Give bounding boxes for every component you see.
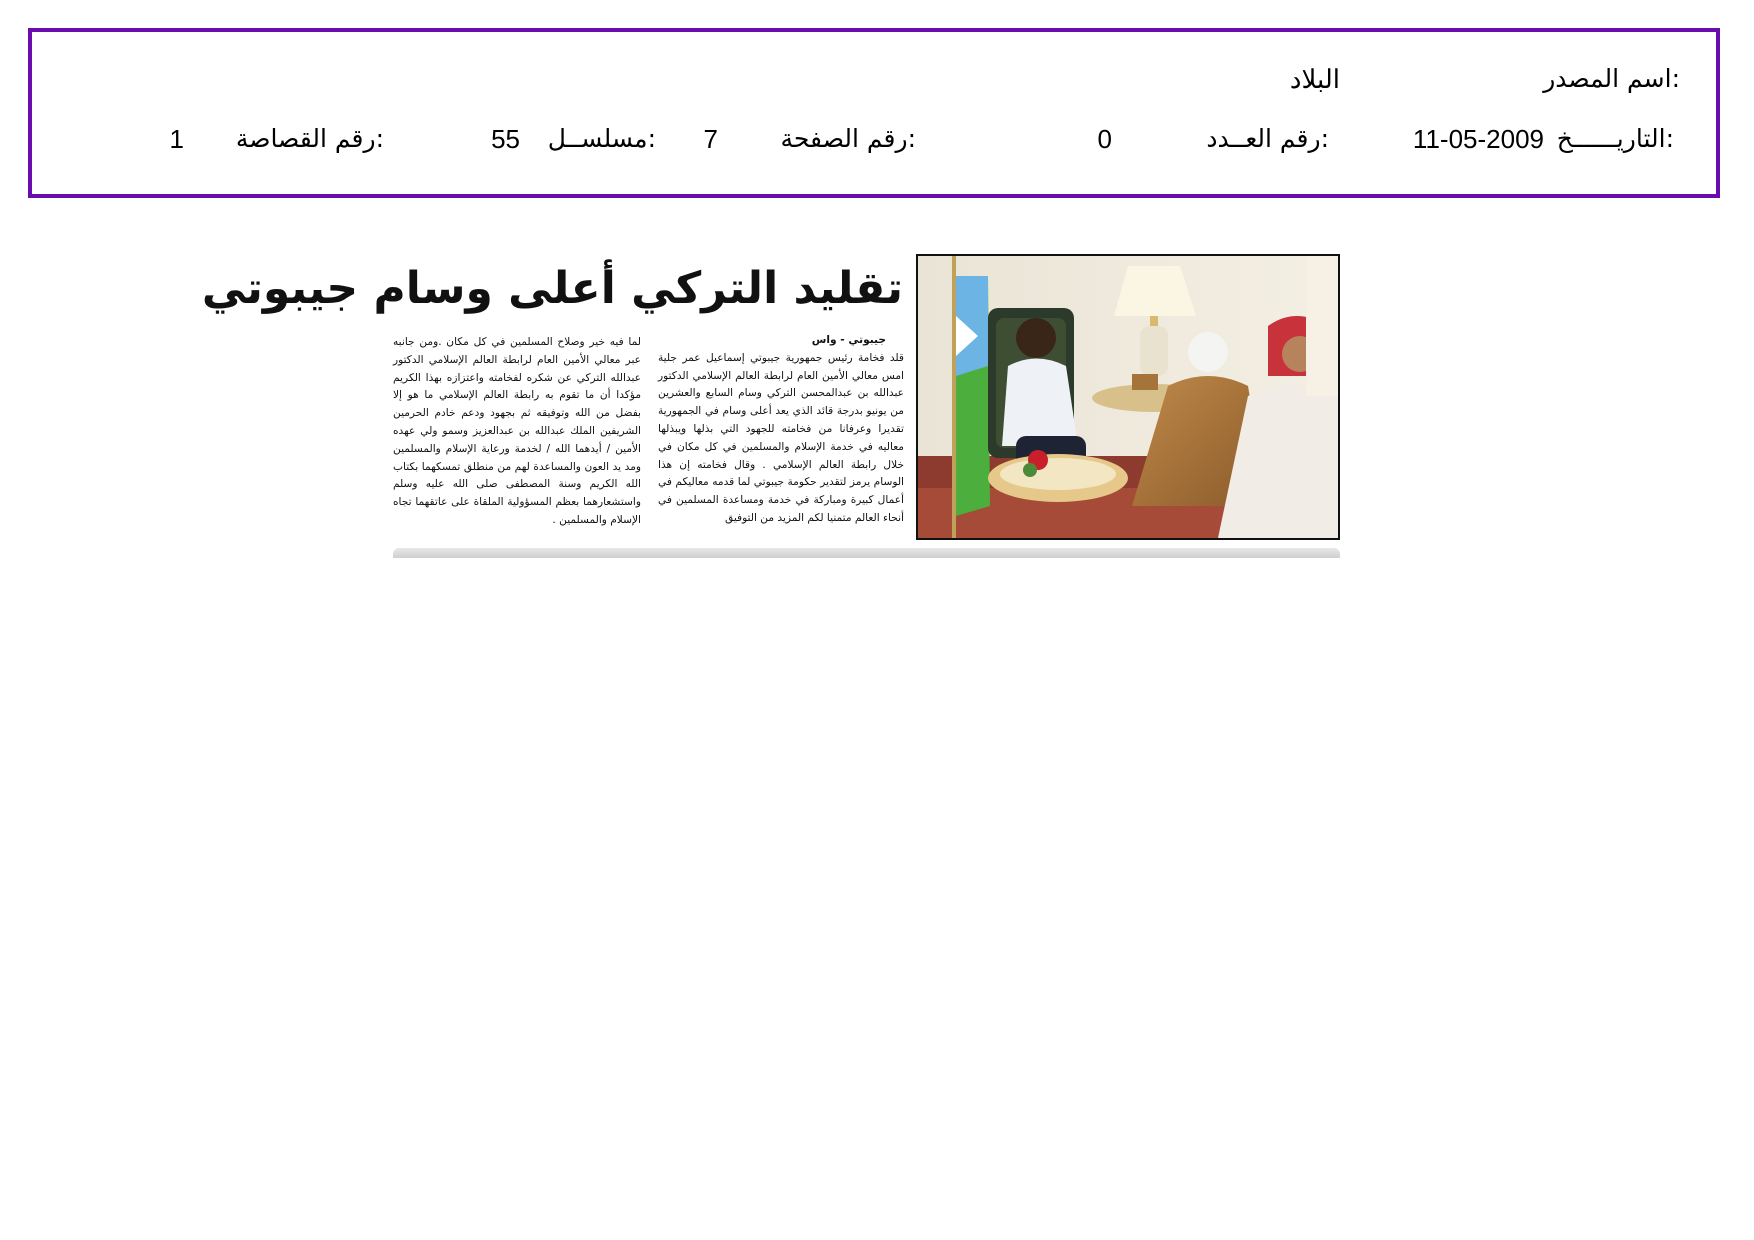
- clip-number-value: 1: [169, 124, 184, 154]
- article-photo: [916, 254, 1340, 540]
- page-label: رقم الصفحة:: [780, 124, 916, 153]
- article-text-part-1: قلد فخامة رئيس جمهورية جيبوتي إسماعيل عمر جلية امس معالي الأمين العام لرابطة العالم الإسلامي الدكتور عبدالله بن عبدالمحسن التركي وسام السابع والعشرين من يونيو بدرجة قائد الذي يعد أعلى وسام في الجمهورية تقديرا وعرفانا من فخامته للجهود التي بذلها ويبذلها معاليه في خدمة الإسلام والمسلمين في كل مكان في خلال رابطة العالم الإسلامي . وقال فخامته إن هذا الوسام يرمز لتقدير حكومة جيبوتي لما قدمه معاليكم في أعمال كبيرة ومباركة في خدمة ومساعدة المسلمين في أنحاء العالم متمنيا لكم المزيد من التوفيق: [658, 351, 904, 524]
- article-headline: تقليد التركي أعلى وسام جيبوتي: [201, 263, 903, 314]
- article-dateline: جيبوتي - واس: [811, 334, 886, 346]
- date-value: 11-05-2009: [1412, 124, 1544, 154]
- clip-number-label: رقم القصاصة:: [235, 124, 384, 153]
- article-text-part-2: لما فيه خير وصلاح المسلمين في كل مكان .ومن جانبه عبر معالي الأمين العام لرابطة العالم الإسلامي الدكتور عبدالله التركي عن شكره لفخامته واعتزازه بهذا الكريم مؤكدا أن ما تقوم به رابطة العالم الإسلامي ما هو إلا بفضل من الله وتوفيقه ثم بجهود ودعم خادم الحرمين الشريفين الملك عبدالله بن عبدالعزيز وسمو ولي عهده الأمين / أيدهما الله / لخدمة ورعاية الإسلام والمسلمين ومد يد العون والمساعدة لهم من منطلق تمسكهما بكتاب الله الكريم وسنة المصطفى صلى الله عليه وسلم واستشعارهما بعظم المسؤولية الملقاة على عاتقهما تجاه الإسلام والمسلمين .: [393, 336, 641, 526]
- page-value: 7: [703, 124, 718, 154]
- article-column-right: [658, 332, 904, 528]
- source-value: البلاد: [1289, 64, 1340, 94]
- issue-label: رقم العــدد:: [1206, 124, 1329, 153]
- source-label: اسم المصدر:: [1543, 64, 1680, 93]
- serial-value: 55: [491, 124, 520, 154]
- serial-label: مسلســل:: [547, 124, 656, 153]
- issue-value: 0: [1097, 124, 1112, 154]
- date-label: التاريــــــخ:: [1556, 124, 1674, 153]
- article-column-left: [393, 334, 641, 530]
- clipping-bottom-bar: [393, 548, 1340, 558]
- news-clipping: [201, 254, 1340, 558]
- clipping-metadata-box: [28, 28, 1720, 198]
- meeting-photo-illustration: [918, 256, 1338, 538]
